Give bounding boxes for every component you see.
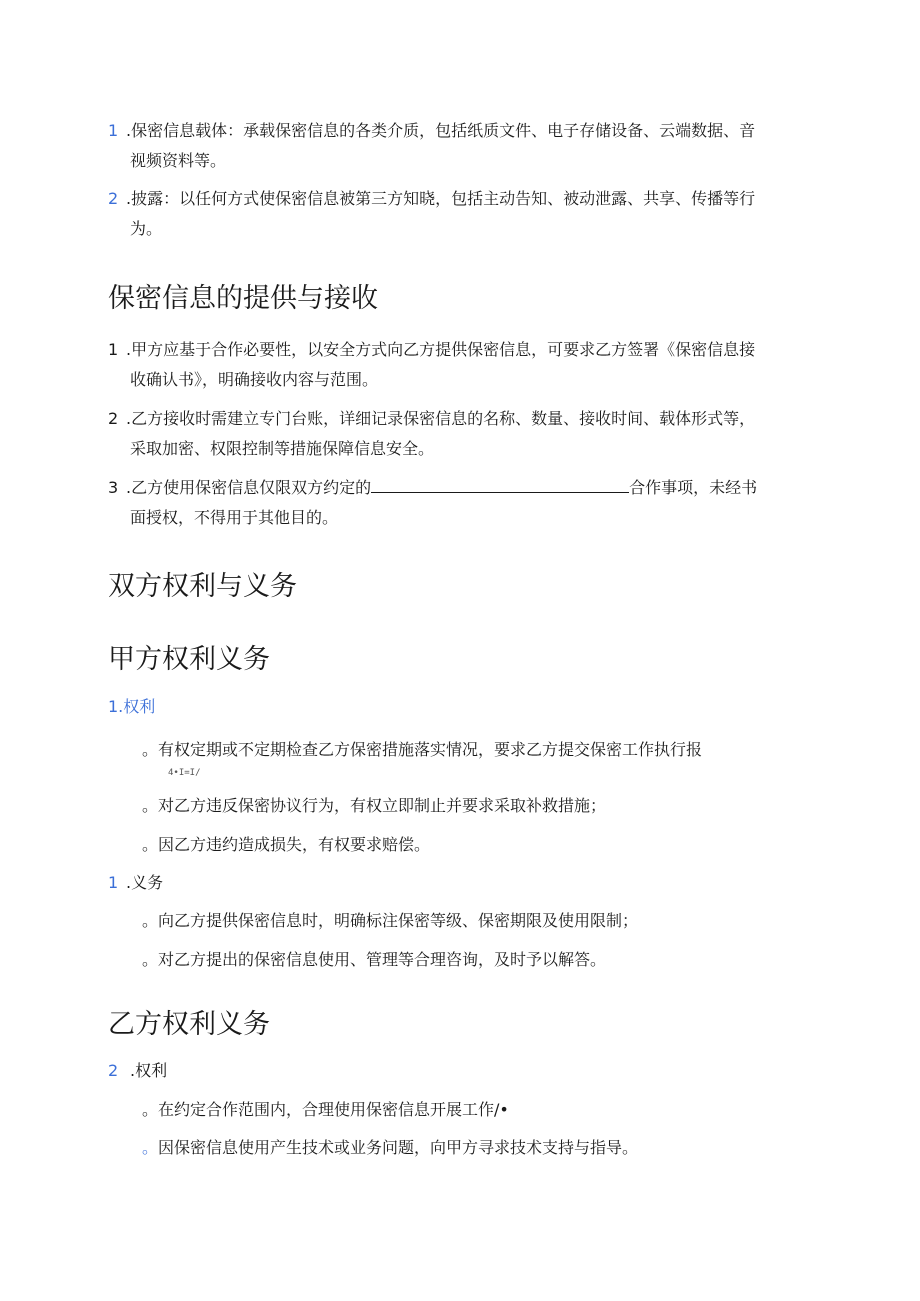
party-b-right-1 xyxy=(142,1097,509,1123)
item-text: .保密信息载体：承载保密信息的各类介质，包括纸质文件、电子存储设备、云端数据、音 xyxy=(126,121,756,140)
bullet-icon: 。 xyxy=(142,1138,159,1157)
item-number: 3 xyxy=(108,478,119,497)
bullet-icon: 。 xyxy=(142,740,159,759)
provide-item-3 xyxy=(108,473,808,533)
party-b-rights-label xyxy=(108,1058,167,1084)
item-text: .甲方应基于合作必要性，以安全方式向乙方提供保密信息，可要求乙方签署《保密信息接 xyxy=(126,340,756,359)
duties-label: .义务 xyxy=(126,873,164,892)
item-text-before: .乙方使用保密信息仅限双方约定的 xyxy=(126,478,372,497)
duties-number: 1 xyxy=(108,873,119,892)
bullet-text: 因乙方违约造成损失，有权要求赔偿。 xyxy=(158,835,431,854)
bullet-text: 因保密信息使用产生技术或业务问题，向甲方寻求技术支持与指导。 xyxy=(158,1138,639,1157)
subsection-heading-party-a: 甲方权利义务 xyxy=(108,644,270,675)
bullet-icon: 。 xyxy=(142,835,159,854)
definition-item-2 xyxy=(108,184,808,244)
party-a-duty-1 xyxy=(142,908,638,934)
item-continuation: 收确认书》，明确接收内容与范围。 xyxy=(130,370,379,389)
bullet-text: 向乙方提供保密信息时，明确标注保密等级、保密期限及使用限制； xyxy=(158,911,639,930)
item-continuation: 为。 xyxy=(130,219,163,238)
bullet-icon: 。 xyxy=(142,911,159,930)
item-continuation: 视频资料等。 xyxy=(130,151,227,170)
section-heading-rights: 双方权利与义务 xyxy=(108,571,297,602)
item-number: 1 xyxy=(108,340,119,359)
garbled-mark: 4•I=I/ xyxy=(168,768,201,778)
party-a-right-3 xyxy=(142,832,430,858)
bullet-icon: 。 xyxy=(142,950,159,969)
item-text-after: 合作事项，未经书 xyxy=(629,478,758,497)
item-continuation: 采取加密、权限控制等措施保障信息安全。 xyxy=(130,439,435,458)
party-a-right-2 xyxy=(142,793,606,819)
party-a-right-1 xyxy=(142,737,702,763)
party-a-rights-label xyxy=(108,694,155,720)
bullet-text: 对乙方提出的保密信息使用、管理等合理咨询，及时予以解答。 xyxy=(158,950,607,969)
definition-item-1 xyxy=(108,116,808,176)
bullet-icon: 。 xyxy=(142,1100,159,1119)
provide-item-2 xyxy=(108,404,808,464)
bullet-text: 对乙方违反保密协议行为，有权立即制止并要求采取补救措施； xyxy=(158,796,607,815)
provide-item-1 xyxy=(108,335,808,395)
item-text: .乙方接收时需建立专门台账，详细记录保密信息的名称、数量、接收时间、载体形式等， xyxy=(126,409,756,428)
item-continuation: 面授权，不得用于其他目的。 xyxy=(130,508,339,527)
party-b-right-2 xyxy=(142,1135,638,1161)
rights-label: 1.权利 xyxy=(108,697,156,716)
rights-label: .权利 xyxy=(130,1061,168,1080)
party-a-duty-2 xyxy=(142,947,606,973)
bullet-icon: 。 xyxy=(142,796,159,815)
item-text: .披露：以任何方式使保密信息被第三方知晓，包括主动告知、被动泄露、共享、传播等行 xyxy=(126,189,756,208)
party-a-duties-label xyxy=(108,870,163,896)
fill-in-blank[interactable] xyxy=(371,474,629,493)
section-heading-provide: 保密信息的提供与接收 xyxy=(108,283,378,314)
item-number: 2 xyxy=(108,409,119,428)
item-number: 2 xyxy=(108,189,119,208)
subsection-heading-party-b: 乙方权利义务 xyxy=(108,1009,270,1040)
item-number: 1 xyxy=(108,121,119,140)
rights-number: 2 xyxy=(108,1061,119,1080)
bullet-text: 在约定合作范围内，合理使用保密信息开展工作/• xyxy=(158,1100,509,1119)
bullet-text: 有权定期或不定期检查乙方保密措施落实情况，要求乙方提交保密工作执行报 xyxy=(158,740,703,759)
